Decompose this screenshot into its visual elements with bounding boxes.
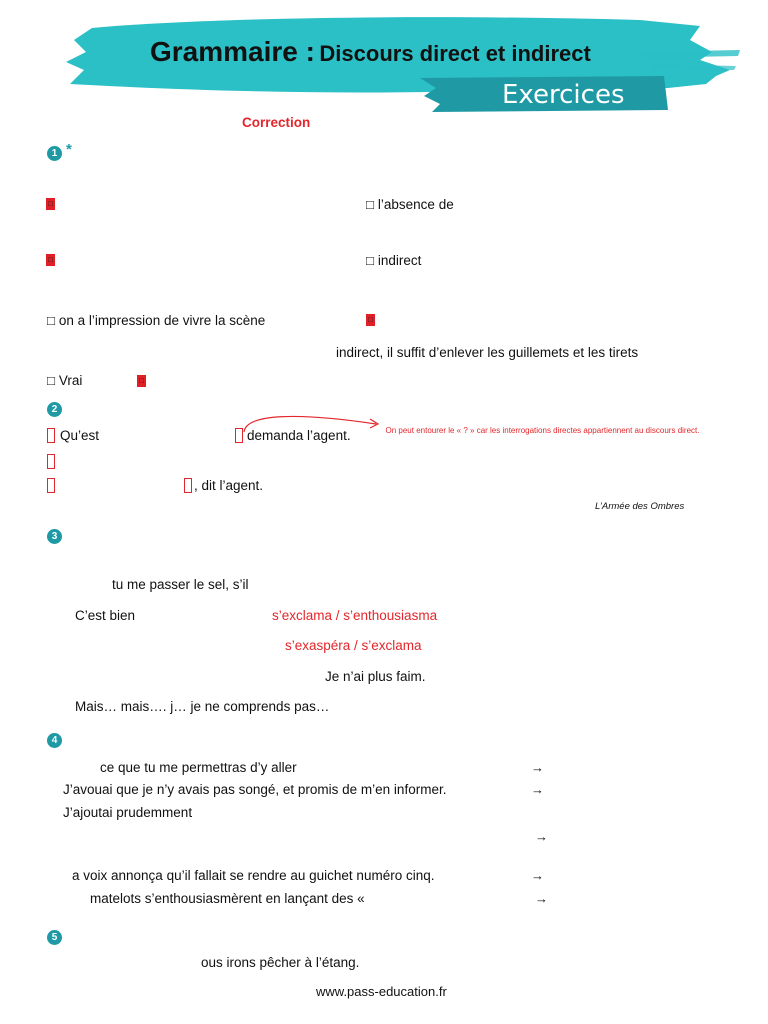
ex3-line1: tu me passer le sel, s’il xyxy=(112,577,249,592)
arrow-icon-5: → xyxy=(535,891,548,906)
title-sub: Discours direct et indirect xyxy=(319,41,591,66)
arrow-icon-4: → xyxy=(531,868,544,883)
ex3-line2: C’est bien xyxy=(75,608,136,623)
ex2-line1-b: demanda l’agent. xyxy=(247,428,351,443)
annotation-note: On peut entourer le « ? » car les interrogations directes appartiennent au discours direct. xyxy=(385,426,700,435)
checked-box-1: □ xyxy=(46,198,55,210)
arrow-icon-2: → xyxy=(531,782,544,797)
ex3-line3-red: s’exaspéra / s’exclama xyxy=(285,638,422,653)
checked-box-3: □ xyxy=(366,314,375,326)
checked-box-2: □ xyxy=(46,254,55,266)
exercise-4-number: 4 xyxy=(47,733,62,748)
exercise-1-number: 1 xyxy=(47,146,62,161)
footer-url[interactable]: www.pass-education.fr xyxy=(316,984,447,999)
ex4-line2: J’avouai que je n’y avais pas songé, et promis de m’en informer. xyxy=(63,782,447,797)
correction-label: Correction xyxy=(242,115,311,130)
annotation-arrow xyxy=(236,410,386,440)
exercise-5-number: 5 xyxy=(47,930,62,945)
ex1-row5-left: □ Vrai xyxy=(47,373,83,388)
ex1-row1-right: □ l’absence de xyxy=(366,197,454,212)
ex4-line4: a voix annonça qu’il fallait se rendre au guichet numéro cinq. xyxy=(72,868,435,883)
arrow-icon-1: → xyxy=(531,760,544,775)
dash-marker-3 xyxy=(47,478,55,493)
exercise-1-star: * xyxy=(66,141,72,158)
source-citation: L’Armée des Ombres xyxy=(595,501,685,512)
ex4-line1: ce que tu me permettras d’y aller xyxy=(100,760,297,775)
ex3-line5: Mais… mais…. j… je ne comprends pas… xyxy=(75,699,330,714)
page-title xyxy=(150,36,591,68)
exercise-3-number: 3 xyxy=(47,529,62,544)
ex3-line2-red: s’exclama / s’enthousiasma xyxy=(272,608,438,623)
dash-marker-2 xyxy=(47,454,55,469)
ex1-row2-right: □ indirect xyxy=(366,253,422,268)
ex2-line1-a: Qu’est xyxy=(60,428,100,443)
arrow-icon-3: → xyxy=(535,829,548,844)
dash-marker-1 xyxy=(47,428,55,443)
ex4-line5: matelots s’enthousiasmèrent en lançant des « xyxy=(90,891,365,906)
ex4-line3: J’ajoutai prudemment xyxy=(63,805,193,820)
ex3-line4: Je n’ai plus faim. xyxy=(325,669,426,684)
ex1-row4-text: indirect, il suffit d’enlever les guillemets et les tirets xyxy=(336,345,639,360)
quote-marker-2 xyxy=(184,478,192,493)
ex5-line1: ous irons pêcher à l’étang. xyxy=(201,955,360,970)
ex2-line3-b: , dit l’agent. xyxy=(194,478,264,493)
checked-box-4: □ xyxy=(137,375,146,387)
ex1-row3-left: □ on a l’impression de vivre la scène xyxy=(47,313,266,328)
exercise-2-number: 2 xyxy=(47,402,62,417)
exercices-label: Exercices xyxy=(502,80,625,110)
title-main: Grammaire : xyxy=(150,36,315,67)
